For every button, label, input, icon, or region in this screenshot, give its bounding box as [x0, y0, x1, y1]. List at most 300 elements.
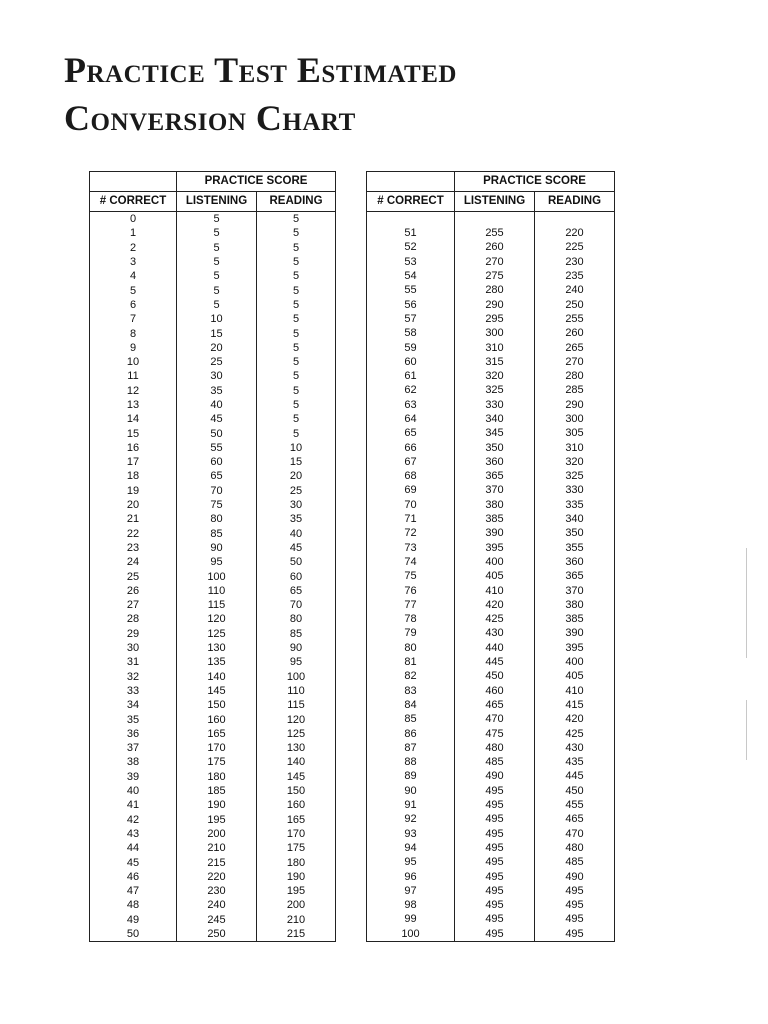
reading-cell: 360: [535, 555, 615, 569]
practice-score-header: PRACTICE SCORE: [455, 172, 615, 192]
table-row: [90, 627, 336, 641]
header-row-group: [90, 172, 336, 192]
correct-cell: 52: [367, 240, 455, 254]
listening-cell: 145: [177, 684, 257, 698]
listening-cell: 420: [455, 598, 535, 612]
listening-cell: 485: [455, 755, 535, 769]
reading-cell: 290: [535, 398, 615, 412]
reading-cell: 255: [535, 312, 615, 326]
table-row: [90, 484, 336, 498]
correct-cell: 44: [90, 841, 177, 855]
correct-cell: 92: [367, 812, 455, 826]
correct-cell: 58: [367, 326, 455, 340]
reading-cell: 495: [535, 898, 615, 912]
listening-cell: 25: [177, 355, 257, 369]
table-row: [90, 298, 336, 312]
reading-cell: 310: [535, 440, 615, 454]
reading-cell: 305: [535, 426, 615, 440]
correct-cell: 40: [90, 784, 177, 798]
correct-cell: 47: [90, 884, 177, 898]
reading-cell: 410: [535, 684, 615, 698]
listening-cell: 190: [177, 798, 257, 812]
reading-cell: 210: [257, 913, 336, 927]
listening-cell: 65: [177, 469, 257, 483]
listening-cell: 495: [455, 884, 535, 898]
correct-cell: 75: [367, 569, 455, 583]
correct-cell: 24: [90, 555, 177, 569]
table-row: [90, 913, 336, 927]
listening-cell: 230: [177, 884, 257, 898]
table-row: [90, 512, 336, 526]
correct-cell: 59: [367, 340, 455, 354]
correct-cell: 14: [90, 412, 177, 426]
correct-cell: 0: [90, 212, 177, 227]
correct-cell: 11: [90, 369, 177, 383]
reading-cell: 220: [535, 226, 615, 240]
listening-cell: 370: [455, 483, 535, 497]
listening-cell: 180: [177, 770, 257, 784]
table-row: [90, 798, 336, 812]
listening-cell: 340: [455, 412, 535, 426]
listening-cell: 210: [177, 841, 257, 855]
correct-cell: 22: [90, 527, 177, 541]
listening-cell: 495: [455, 826, 535, 840]
reading-cell: 260: [535, 326, 615, 340]
correct-cell: 46: [90, 870, 177, 884]
reading-cell: 95: [257, 655, 336, 669]
reading-cell: 165: [257, 812, 336, 826]
listening-cell: 40: [177, 398, 257, 412]
listening-cell: 465: [455, 698, 535, 712]
listening-cell: 495: [455, 812, 535, 826]
correct-cell: 4: [90, 269, 177, 283]
reading-cell: 495: [535, 884, 615, 898]
listening-cell: 240: [177, 898, 257, 912]
page-edge-mark: [746, 548, 747, 658]
reading-cell: 30: [257, 498, 336, 512]
reading-cell: 235: [535, 269, 615, 283]
correct-cell: 33: [90, 684, 177, 698]
reading-cell: 325: [535, 469, 615, 483]
table-row: [90, 927, 336, 942]
correct-cell: 81: [367, 655, 455, 669]
table-row: [367, 240, 615, 254]
correct-cell: 67: [367, 455, 455, 469]
correct-cell: 97: [367, 884, 455, 898]
listening-cell: 245: [177, 913, 257, 927]
listening-cell: 400: [455, 555, 535, 569]
reading-cell: 115: [257, 698, 336, 712]
table-row: [367, 369, 615, 383]
reading-cell: 450: [535, 784, 615, 798]
correct-cell: 65: [367, 426, 455, 440]
reading-cell: 160: [257, 798, 336, 812]
correct-cell: 2: [90, 241, 177, 255]
table-row: [90, 527, 336, 541]
table-row: [367, 355, 615, 369]
correct-cell: 13: [90, 398, 177, 412]
table-row: [90, 784, 336, 798]
correct-cell: 51: [367, 226, 455, 240]
listening-cell: 110: [177, 584, 257, 598]
listening-column-header: LISTENING: [177, 192, 257, 212]
listening-cell: 395: [455, 541, 535, 555]
correct-cell: 42: [90, 812, 177, 826]
reading-cell: 195: [257, 884, 336, 898]
listening-cell: 345: [455, 426, 535, 440]
reading-cell: 200: [257, 898, 336, 912]
listening-cell: 150: [177, 698, 257, 712]
reading-cell: 270: [535, 355, 615, 369]
listening-cell: 425: [455, 612, 535, 626]
table-row: [367, 698, 615, 712]
table-row: [90, 670, 336, 684]
reading-cell: 180: [257, 855, 336, 869]
correct-cell: 56: [367, 297, 455, 311]
table-row-blank: [367, 212, 615, 227]
listening-cell: 30: [177, 369, 257, 383]
correct-cell: 5: [90, 283, 177, 297]
table-row: [367, 426, 615, 440]
table-row: [90, 898, 336, 912]
correct-cell: 3: [90, 255, 177, 269]
correct-cell: 32: [90, 670, 177, 684]
listening-cell: 495: [455, 784, 535, 798]
table-row: [90, 426, 336, 440]
listening-cell: 10: [177, 312, 257, 326]
practice-score-header: PRACTICE SCORE: [177, 172, 336, 192]
conversion-table-left: [89, 171, 336, 942]
reading-cell: 370: [535, 583, 615, 597]
header-row-columns: [367, 192, 615, 212]
table-row: [90, 841, 336, 855]
table-row: [367, 769, 615, 783]
table-row: [90, 612, 336, 626]
correct-cell: 57: [367, 312, 455, 326]
listening-cell: 135: [177, 655, 257, 669]
correct-cell: 48: [90, 898, 177, 912]
table-row: [367, 784, 615, 798]
listening-cell: 160: [177, 712, 257, 726]
reading-cell: 85: [257, 627, 336, 641]
reading-cell: 125: [257, 727, 336, 741]
table-row: [90, 555, 336, 569]
listening-cell: 5: [177, 298, 257, 312]
reading-cell: 455: [535, 798, 615, 812]
listening-cell: 55: [177, 441, 257, 455]
correct-cell: 35: [90, 712, 177, 726]
listening-cell: 275: [455, 269, 535, 283]
table-row: [90, 827, 336, 841]
reading-cell: 170: [257, 827, 336, 841]
correct-cell: 53: [367, 255, 455, 269]
listening-cell: 50: [177, 426, 257, 440]
correct-cell: 31: [90, 655, 177, 669]
table-row: [367, 526, 615, 540]
table-row: [367, 598, 615, 612]
table-row: [367, 869, 615, 883]
table-row: [90, 684, 336, 698]
correct-cell: 10: [90, 355, 177, 369]
table-row: [367, 398, 615, 412]
reading-cell: 130: [257, 741, 336, 755]
table-row: [90, 326, 336, 340]
reading-cell: 285: [535, 383, 615, 397]
table-row: [90, 226, 336, 240]
listening-cell: 295: [455, 312, 535, 326]
title-line-1: Practice Test Estimated: [64, 50, 457, 90]
table-row: [367, 898, 615, 912]
conversion-table-right-body: [367, 212, 615, 942]
listening-cell: 365: [455, 469, 535, 483]
table-row: [367, 755, 615, 769]
correct-cell: 26: [90, 584, 177, 598]
correct-cell: 9: [90, 341, 177, 355]
correct-cell: 93: [367, 826, 455, 840]
listening-cell: 95: [177, 555, 257, 569]
table-row: [90, 727, 336, 741]
reading-cell: 5: [257, 241, 336, 255]
correct-cell: 43: [90, 827, 177, 841]
listening-cell: 75: [177, 498, 257, 512]
listening-cell: 430: [455, 626, 535, 640]
table-row: [90, 584, 336, 598]
listening-cell: 45: [177, 412, 257, 426]
table-row: [90, 712, 336, 726]
table-row: [90, 641, 336, 655]
listening-cell: 495: [455, 855, 535, 869]
listening-cell: 5: [177, 241, 257, 255]
table-row: [90, 870, 336, 884]
reading-cell: 425: [535, 726, 615, 740]
listening-cell: 255: [455, 226, 535, 240]
reading-cell: 145: [257, 770, 336, 784]
correct-cell: 90: [367, 784, 455, 798]
table-row: [367, 541, 615, 555]
reading-cell: 5: [257, 369, 336, 383]
correct-cell: 83: [367, 684, 455, 698]
correct-cell: 20: [90, 498, 177, 512]
reading-cell: 5: [257, 283, 336, 297]
table-row: [367, 812, 615, 826]
correct-cell: 100: [367, 927, 455, 942]
listening-cell: 310: [455, 340, 535, 354]
reading-cell: 15: [257, 455, 336, 469]
reading-cell: 400: [535, 655, 615, 669]
table-row: [90, 755, 336, 769]
listening-cell: 120: [177, 612, 257, 626]
header-row-group: [367, 172, 615, 192]
correct-cell: 23: [90, 541, 177, 555]
listening-cell: 495: [455, 869, 535, 883]
correct-cell: 21: [90, 512, 177, 526]
reading-cell: 280: [535, 369, 615, 383]
listening-cell: 140: [177, 670, 257, 684]
reading-cell: 5: [257, 226, 336, 240]
table-row: [367, 726, 615, 740]
table-row: [367, 798, 615, 812]
reading-column-header: READING: [535, 192, 615, 212]
correct-cell: 37: [90, 741, 177, 755]
header-blank-cell: [367, 172, 455, 192]
reading-cell: 35: [257, 512, 336, 526]
correct-cell: 28: [90, 612, 177, 626]
table-row: [90, 855, 336, 869]
listening-cell: 320: [455, 369, 535, 383]
reading-cell: 485: [535, 855, 615, 869]
reading-cell: 90: [257, 641, 336, 655]
listening-cell: 195: [177, 812, 257, 826]
listening-cell: 220: [177, 870, 257, 884]
reading-cell: 5: [257, 384, 336, 398]
listening-cell: 175: [177, 755, 257, 769]
correct-cell: 39: [90, 770, 177, 784]
correct-cell: 6: [90, 298, 177, 312]
reading-cell: 250: [535, 297, 615, 311]
header-row-columns: [90, 192, 336, 212]
correct-cell: 72: [367, 526, 455, 540]
correct-cell: 99: [367, 912, 455, 926]
table-row: [367, 826, 615, 840]
table-row: [367, 912, 615, 926]
reading-cell: 100: [257, 670, 336, 684]
correct-cell: 49: [90, 913, 177, 927]
reading-cell: 465: [535, 812, 615, 826]
reading-cell: 20: [257, 469, 336, 483]
correct-cell: 50: [90, 927, 177, 942]
listening-cell: 315: [455, 355, 535, 369]
table-row: [367, 712, 615, 726]
table-row: [367, 469, 615, 483]
table-row: [367, 383, 615, 397]
listening-cell: 5: [177, 255, 257, 269]
reading-cell: 5: [257, 412, 336, 426]
listening-cell: 170: [177, 741, 257, 755]
listening-cell: 460: [455, 684, 535, 698]
table-row: [367, 884, 615, 898]
listening-cell: 495: [455, 798, 535, 812]
listening-cell: 405: [455, 569, 535, 583]
correct-cell: 71: [367, 512, 455, 526]
reading-cell: 5: [257, 212, 336, 227]
reading-cell: 405: [535, 669, 615, 683]
reading-cell: 5: [257, 398, 336, 412]
reading-cell: 50: [257, 555, 336, 569]
listening-cell: 390: [455, 526, 535, 540]
reading-cell: 390: [535, 626, 615, 640]
listening-cell: 360: [455, 455, 535, 469]
correct-cell: 8: [90, 326, 177, 340]
reading-cell: 225: [535, 240, 615, 254]
table-row: [90, 469, 336, 483]
listening-cell: 490: [455, 769, 535, 783]
table-row: [367, 440, 615, 454]
reading-cell: 395: [535, 641, 615, 655]
correct-cell: 19: [90, 484, 177, 498]
table-row: [367, 841, 615, 855]
correct-cell: 85: [367, 712, 455, 726]
reading-cell: 40: [257, 527, 336, 541]
correct-cell: 80: [367, 641, 455, 655]
table-row: [367, 569, 615, 583]
reading-cell: 435: [535, 755, 615, 769]
correct-cell: 88: [367, 755, 455, 769]
reading-cell: 215: [257, 927, 336, 942]
reading-cell: 120: [257, 712, 336, 726]
table-row: [367, 855, 615, 869]
listening-cell: 270: [455, 255, 535, 269]
reading-column-header: READING: [257, 192, 336, 212]
reading-cell: 265: [535, 340, 615, 354]
listening-cell: 280: [455, 283, 535, 297]
listening-cell: 185: [177, 784, 257, 798]
table-row: [90, 255, 336, 269]
correct-cell: 60: [367, 355, 455, 369]
table-row: [367, 626, 615, 640]
page-edge-mark: [746, 700, 747, 760]
table-row: [90, 812, 336, 826]
table-row: [90, 241, 336, 255]
table-row: [367, 669, 615, 683]
listening-cell: 215: [177, 855, 257, 869]
reading-cell: 340: [535, 512, 615, 526]
reading-cell: 5: [257, 255, 336, 269]
listening-cell: 5: [177, 226, 257, 240]
conversion-table-right: [366, 171, 615, 942]
correct-column-header: # CORRECT: [367, 192, 455, 212]
reading-cell: 70: [257, 598, 336, 612]
listening-cell: 440: [455, 641, 535, 655]
table-row: [90, 541, 336, 555]
table-row: [367, 326, 615, 340]
table-row: [367, 583, 615, 597]
title-line-2: Conversion Chart: [64, 98, 356, 138]
table-row: [367, 340, 615, 354]
reading-cell: 5: [257, 355, 336, 369]
listening-cell: 445: [455, 655, 535, 669]
listening-cell: 165: [177, 727, 257, 741]
reading-cell: 5: [257, 312, 336, 326]
table-row: [90, 770, 336, 784]
listening-cell: 380: [455, 498, 535, 512]
reading-cell: 470: [535, 826, 615, 840]
reading-cell: 480: [535, 841, 615, 855]
reading-cell: 65: [257, 584, 336, 598]
reading-cell: 385: [535, 612, 615, 626]
listening-cell: 260: [455, 240, 535, 254]
reading-cell: 10: [257, 441, 336, 455]
listening-cell: 90: [177, 541, 257, 555]
reading-cell: 490: [535, 869, 615, 883]
listening-cell: 495: [455, 912, 535, 926]
table-row: [367, 412, 615, 426]
table-row: [367, 312, 615, 326]
table-row: [90, 355, 336, 369]
table-row: [90, 369, 336, 383]
conversion-table-left-body: [90, 212, 336, 942]
correct-cell: 66: [367, 440, 455, 454]
listening-cell: 125: [177, 627, 257, 641]
listening-cell: 410: [455, 583, 535, 597]
table-row: [90, 884, 336, 898]
correct-cell: 16: [90, 441, 177, 455]
table-row: [90, 312, 336, 326]
page-title: [64, 46, 457, 142]
listening-cell: 250: [177, 927, 257, 942]
listening-cell: 470: [455, 712, 535, 726]
correct-cell: 27: [90, 598, 177, 612]
correct-cell: 1: [90, 226, 177, 240]
